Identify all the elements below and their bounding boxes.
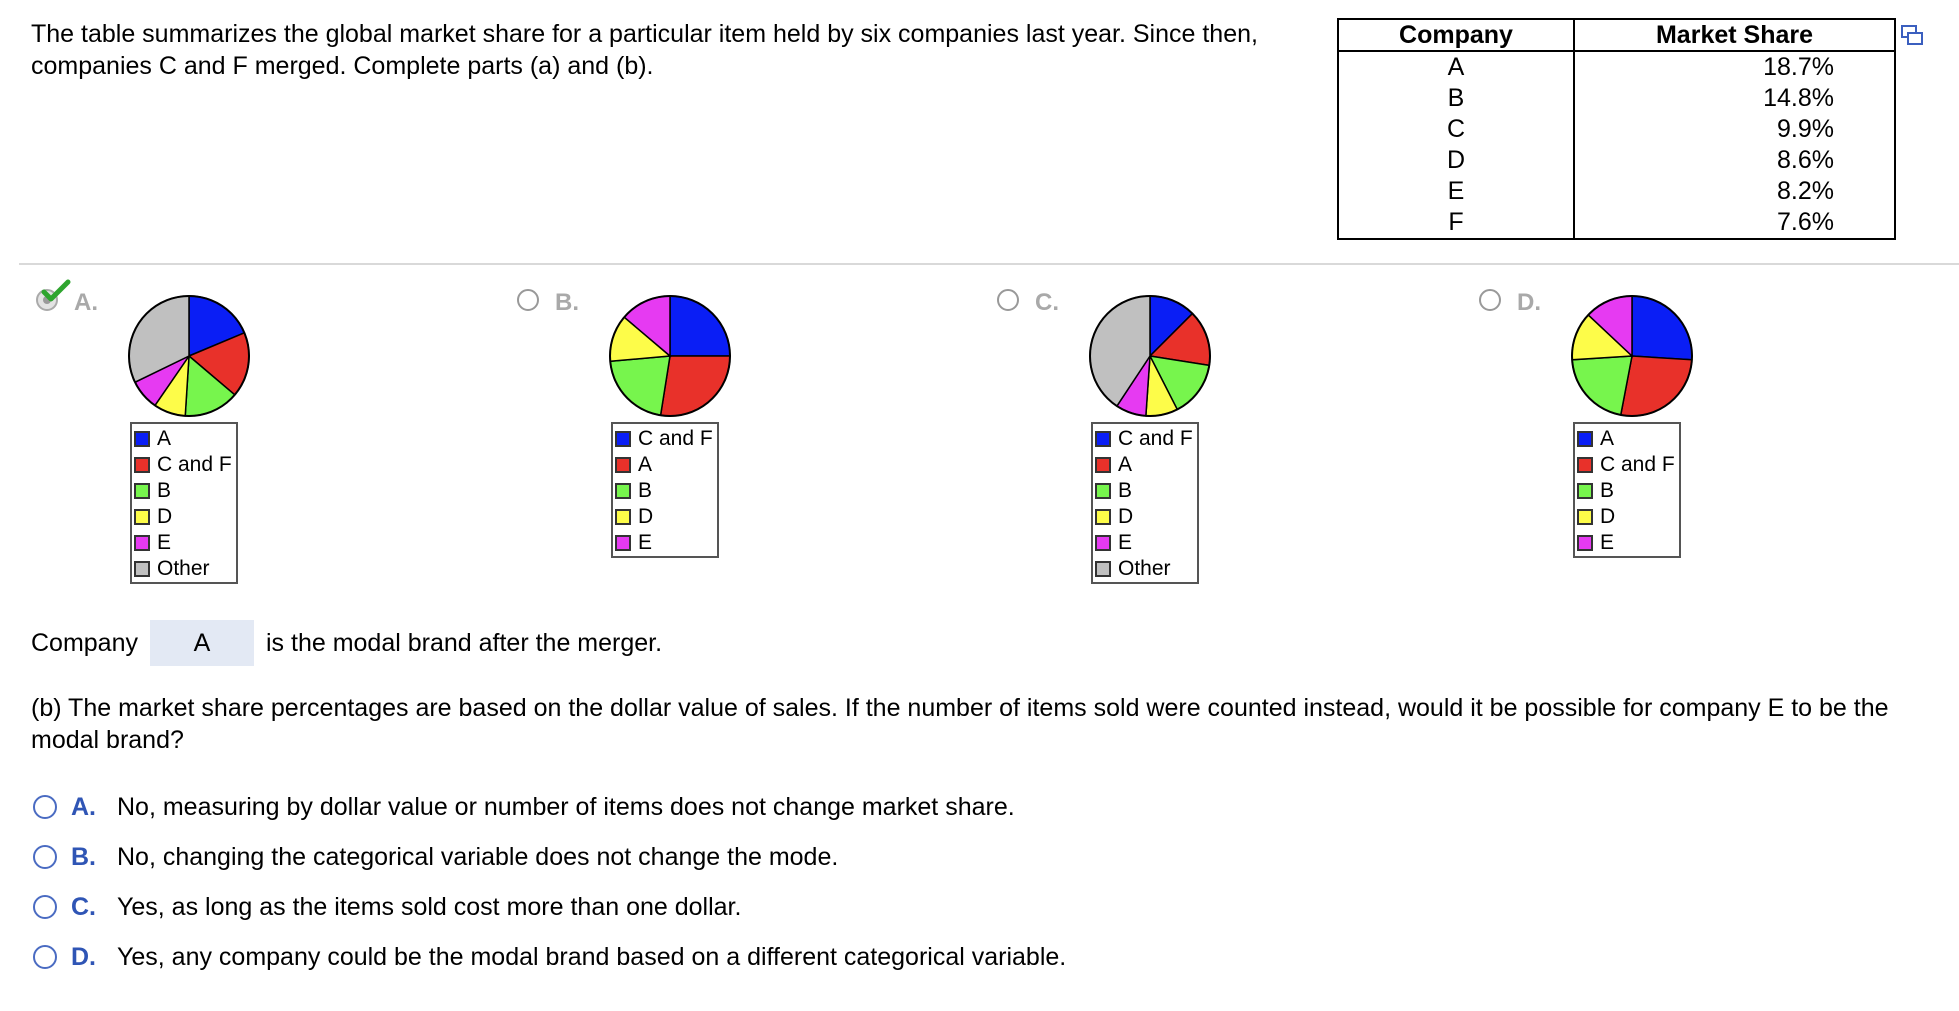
option-letter: D. (1517, 289, 1541, 316)
share-cell: 18.7% (1574, 51, 1895, 83)
legend-item (134, 426, 234, 452)
legend-swatch (1577, 431, 1593, 447)
section-divider (19, 263, 1959, 265)
legend-swatch (134, 431, 150, 447)
option-letter: B. (555, 289, 579, 316)
legend-item (615, 478, 715, 504)
legend-item (1095, 452, 1195, 478)
choice-radio[interactable] (33, 945, 57, 969)
pie-legend (611, 422, 719, 558)
company-cell: B (1447, 84, 1465, 112)
pie-option-b[interactable] (517, 285, 987, 585)
legend-item (1095, 556, 1195, 582)
share-cell: 8.2% (1574, 176, 1895, 207)
legend-swatch (134, 535, 150, 551)
legend-item (615, 426, 715, 452)
legend-label: Other (157, 557, 210, 580)
choice-text: Yes, any company could be the modal brand based on a different categorical variable. (117, 943, 1067, 971)
option-radio[interactable] (997, 289, 1019, 311)
part-b-choice-a[interactable] (33, 791, 1015, 823)
share-cell: 9.9% (1574, 114, 1895, 145)
share-cell: 8.6% (1574, 145, 1895, 176)
legend-swatch (615, 457, 631, 473)
company-cell: E (1447, 177, 1465, 205)
legend-item (134, 556, 234, 582)
legend-label: E (1118, 531, 1133, 554)
pie-slice (1572, 356, 1632, 415)
company-header: Company (1338, 19, 1574, 51)
legend-label: A (1600, 427, 1615, 450)
choice-text: No, measuring by dollar value or number of items does not change market share. (117, 793, 1015, 821)
option-letter: C. (1035, 289, 1059, 316)
legend-label: D (1600, 505, 1616, 528)
table-row (1338, 51, 1895, 83)
choice-letter: C. (71, 893, 96, 921)
table-row (1338, 114, 1895, 145)
legend-label: A (638, 453, 653, 476)
legend-label: C and F (638, 427, 713, 450)
copy-table-icon[interactable] (1900, 24, 1924, 48)
choice-radio[interactable] (33, 895, 57, 919)
legend-item (615, 504, 715, 530)
legend-label: D (157, 505, 173, 528)
pie-legend (1091, 422, 1199, 584)
legend-item (134, 478, 234, 504)
legend-swatch (1095, 561, 1111, 577)
part-a-suffix: is the modal brand after the merger. (266, 628, 663, 657)
option-letter: A. (74, 289, 98, 316)
legend-label: E (1600, 531, 1615, 554)
legend-label: D (638, 505, 654, 528)
legend-swatch (615, 509, 631, 525)
pie-slice (1621, 356, 1692, 416)
legend-swatch (134, 483, 150, 499)
choice-text: Yes, as long as the items sold cost more than one dollar. (117, 893, 742, 921)
choice-letter: D. (71, 943, 96, 971)
pie-option-d[interactable] (1479, 285, 1949, 585)
legend-swatch (134, 457, 150, 473)
table-row (1338, 176, 1895, 207)
legend-swatch (1095, 483, 1111, 499)
legend-item (134, 530, 234, 556)
share-cell: 14.8% (1574, 83, 1895, 114)
market-share-header: Market Share (1574, 19, 1895, 51)
legend-label: C and F (1600, 453, 1675, 476)
pie-slice (1632, 296, 1692, 360)
pie-chart (1087, 293, 1213, 419)
table-header-row (1338, 19, 1895, 51)
part-a-prefix: Company (31, 628, 138, 657)
modal-brand-answer-field[interactable]: A (150, 620, 254, 666)
choice-text: No, changing the categorical variable does not change the mode. (117, 843, 839, 871)
legend-label: E (157, 531, 172, 554)
legend-item (1577, 478, 1677, 504)
pie-slice (610, 356, 670, 415)
pie-legend (130, 422, 238, 584)
legend-label: B (638, 479, 653, 502)
legend-label: E (638, 531, 653, 554)
legend-item (615, 452, 715, 478)
legend-item (1577, 452, 1677, 478)
share-cell: 7.6% (1574, 207, 1895, 239)
legend-swatch (1095, 535, 1111, 551)
choice-radio[interactable] (33, 845, 57, 869)
table-row (1338, 83, 1895, 114)
part-b-question: (b) The market share percentages are based on the dollar value of sales. If the number of items sold were counted instead, would it be possible for company E to be the modal brand? (31, 694, 1889, 754)
legend-label: B (1118, 479, 1133, 502)
choice-radio[interactable] (33, 795, 57, 819)
pie-option-a[interactable] (36, 285, 506, 585)
legend-item (1577, 426, 1677, 452)
option-radio[interactable] (1479, 289, 1501, 311)
legend-item (134, 452, 234, 478)
legend-label: B (1600, 479, 1615, 502)
table-row (1338, 207, 1895, 239)
option-radio[interactable] (517, 289, 539, 311)
pie-chart (126, 293, 252, 419)
part-b-choice-b[interactable] (33, 841, 838, 873)
legend-swatch (1095, 509, 1111, 525)
company-cell: C (1446, 115, 1466, 143)
part-a-answer-line (31, 620, 662, 666)
legend-label: A (1118, 453, 1133, 476)
legend-label: A (157, 427, 172, 450)
legend-item (1095, 530, 1195, 556)
legend-item (1577, 530, 1677, 556)
legend-item (1095, 478, 1195, 504)
legend-swatch (1577, 457, 1593, 473)
legend-swatch (615, 483, 631, 499)
pie-option-c[interactable] (997, 285, 1467, 585)
legend-item (1095, 504, 1195, 530)
pie-chart (607, 293, 733, 419)
choice-letter: A. (71, 793, 96, 821)
legend-swatch (1577, 509, 1593, 525)
legend-swatch (134, 509, 150, 525)
company-cell: D (1446, 146, 1466, 174)
legend-item (615, 530, 715, 556)
legend-swatch (1095, 457, 1111, 473)
legend-swatch (134, 561, 150, 577)
legend-label: Other (1118, 557, 1171, 580)
market-share-table (1337, 18, 1896, 240)
legend-label: D (1118, 505, 1134, 528)
table-row (1338, 145, 1895, 176)
question-intro: The table summarizes the global market share for a particular item held by six companies last year. Since then, companies C and F merged. Complete parts (a) and (b). (31, 20, 1258, 80)
pie-legend (1573, 422, 1681, 558)
legend-item (134, 504, 234, 530)
company-cell: F (1448, 208, 1464, 236)
legend-swatch (615, 431, 631, 447)
legend-swatch (615, 535, 631, 551)
part-b-choice-c[interactable] (33, 891, 741, 923)
choice-letter: B. (71, 843, 96, 871)
legend-label: C and F (1118, 427, 1193, 450)
correct-check-icon (40, 279, 72, 303)
company-cell: A (1447, 53, 1465, 81)
legend-swatch (1577, 483, 1593, 499)
pie-chart (1569, 293, 1695, 419)
legend-swatch (1095, 431, 1111, 447)
legend-item (1095, 426, 1195, 452)
pie-slice (661, 356, 730, 416)
legend-item (1577, 504, 1677, 530)
legend-swatch (1577, 535, 1593, 551)
legend-label: C and F (157, 453, 232, 476)
part-b-choice-d[interactable] (33, 941, 1066, 973)
legend-label: B (157, 479, 172, 502)
